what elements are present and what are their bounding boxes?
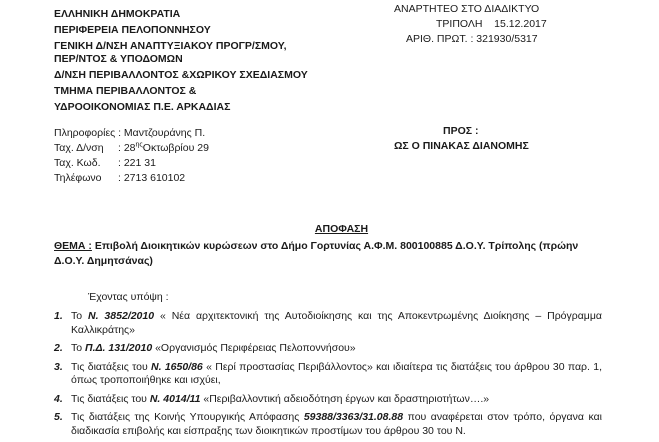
- subject-block: [54, 239, 594, 269]
- item-number: 5.: [54, 411, 63, 423]
- recipient-label: ΠΡΟΣ :: [443, 125, 479, 137]
- postcode-value: : 221 31: [118, 157, 156, 169]
- authority-line-6: ΤΜΗΜΑ ΠΕΡΙΒΑΛΛΟΝΤΟΣ &: [54, 85, 197, 97]
- list-item: [54, 310, 602, 337]
- phone-row: [54, 171, 354, 186]
- item-law-ref: 59388/3363/31.08.88: [303, 411, 404, 423]
- item-number: 3.: [54, 360, 63, 373]
- item-law-ref: Ν. 4014/11: [149, 392, 201, 405]
- item-law-ref: Π.Δ. 131/2010: [85, 342, 153, 354]
- phone-label: Τηλέφωνο: [54, 172, 102, 184]
- decision-heading: [0, 223, 659, 235]
- authority-line-3: ΓΕΝΙΚΗ Δ/ΝΣΗ ΑΝΑΠΤΥΞΙΑΚΟΥ ΠΡΟΓΡ/ΣΜΟΥ,: [54, 40, 287, 52]
- item-text-pre: Το: [71, 310, 89, 322]
- list-item: [54, 411, 602, 438]
- considerations-list: [54, 310, 602, 442]
- item-text-post: «Οργανισμός Περιφέρειας Πελοποννήσου»: [152, 342, 356, 354]
- item-text: [71, 342, 602, 356]
- contact-person-row: [54, 126, 354, 141]
- item-text: [71, 310, 602, 337]
- issuing-authority-header: [54, 8, 394, 114]
- list-item: [54, 342, 602, 356]
- list-item: [54, 393, 602, 407]
- subject-text: Επιβολή Διοικητικών κυρώσεων στο Δήμο Γορτυνίας Α.Φ.Μ. 800100885 Δ.Ο.Υ. Τρίπολης (πρώην Δ.Ο.Υ. Δημητσάνας): [54, 240, 579, 267]
- item-law-ref: Ν. 1650/86: [151, 360, 203, 373]
- authority-line-2: ΠΕΡΙΦΕΡΕΙΑ ΠΕΛΟΠΟΝΝΗΣΟΥ: [54, 24, 211, 36]
- recipient-block: [376, 124, 596, 154]
- authority-line-7: ΥΔΡΟΟΙΚΟΝΟΜΙΑΣ Π.Ε. ΑΡΚΑΔΙΑΣ: [54, 101, 231, 113]
- item-text: [71, 393, 602, 407]
- phone-value: : 2713 610102: [118, 172, 186, 184]
- item-text-post: «Περιβαλλοντική αδειοδότηση έργων και δραστηριοτήτων….»: [200, 392, 490, 405]
- item-law-ref: Ν. 3852/2010: [88, 310, 155, 322]
- item-text-pre: Τις διατάξεις της Κοινής Υπουργικής Απόφασης: [71, 411, 304, 423]
- contact-info: [54, 126, 354, 186]
- recipient-list: ΩΣ Ο ΠΙΝΑΚΑΣ ΔΙΑΝΟΜΗΣ: [394, 140, 529, 152]
- decision-title: ΑΠΟΦΑΣΗ: [314, 223, 369, 235]
- item-text-pre: Τις διατάξεις του: [71, 392, 150, 405]
- address-ordinal: ης: [135, 141, 143, 149]
- address-prefix: : 28: [118, 142, 136, 154]
- item-text: [71, 411, 602, 438]
- address-label: Ταχ. Δ/νση: [54, 142, 104, 154]
- item-number: 4.: [54, 392, 63, 405]
- address-row: [54, 141, 354, 156]
- posting-notice: ΑΝΑΡΤΗΤΕΟ ΣΤΟ ΔΙΑΔΙΚΤΥΟ: [394, 3, 540, 15]
- item-text-post: « Περί προστασίας Περιβάλλοντος» και ιδιαίτερα τις διατάξεις του άρθρου 30 παρ. 1, όπως τροποποιήθηκε και ισχύει,: [71, 360, 603, 386]
- list-item: [54, 361, 602, 388]
- item-number: 1.: [54, 310, 63, 322]
- item-text: [71, 361, 602, 388]
- address-value: [118, 141, 209, 156]
- item-number: 2.: [54, 342, 63, 354]
- contact-person: Πληροφορίες : Μαντζουράνης Π.: [54, 127, 206, 139]
- item-text-pre: Το: [71, 342, 86, 354]
- authority-line-5: Δ/ΝΣΗ ΠΕΡΙΒΑΛΛΟΝΤΟΣ &ΧΩΡΙΚΟΥ ΣΧΕΔΙΑΣΜΟΥ: [54, 69, 308, 81]
- authority-line-1: ΕΛΛΗΝΙΚΗ ΔΗΜΟΚΡΑΤΙΑ: [54, 8, 181, 20]
- having-considered: Έχοντας υπόψη :: [88, 291, 169, 303]
- postcode-label: Ταχ. Κωδ.: [54, 157, 101, 169]
- item-text-post: « Νέα αρχιτεκτονική της Αυτοδιοίκησης και της Αποκεντρωμένης Διοίκησης – Πρόγραμμα Καλλικράτης»: [71, 310, 602, 336]
- address-street: Οκτωβρίου 29: [142, 142, 209, 154]
- item-text-pre: Τις διατάξεις του: [71, 360, 152, 373]
- protocol-number: ΑΡΙΘ. ΠΡΩΤ. : 321930/5317: [406, 33, 538, 45]
- document-reference: [386, 2, 586, 47]
- item-text-post: που αναφέρεται στον τρόπο, όργανα και διαδικασία επιβολής και είσπραξης των διοικητικών προστίμων του άρθρου 30 του Ν.: [71, 411, 602, 437]
- subject-label: ΘΕΜΑ :: [54, 240, 92, 252]
- authority-line-4: ΠΕΡ/ΝΤΟΣ & ΥΠΟΔΟΜΩΝ: [54, 53, 183, 65]
- place-and-date: ΤΡΙΠΟΛΗ 15.12.2017: [436, 18, 547, 30]
- postcode-row: [54, 156, 354, 171]
